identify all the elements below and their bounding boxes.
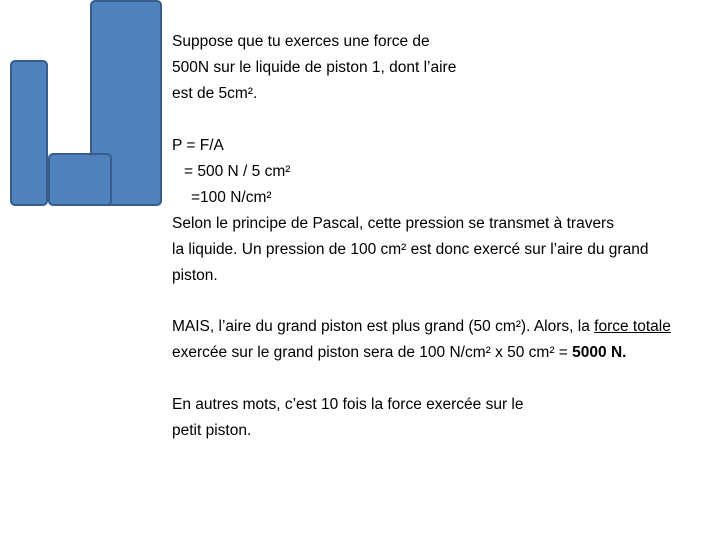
connecting-base [48,153,112,206]
small-piston-column [10,60,48,206]
pascal-line-3: piston. [172,267,218,284]
conclusion-line-2: petit piston. [172,422,252,439]
equation-block [172,133,648,289]
mais-line-1-text: MAIS, l’aire du grand piston est plus grand (50 cm²). Alors, la [172,318,595,335]
mais-line-2 [172,340,671,366]
intro-line-2: 500N sur le liquide de piston 1, dont l’aire [172,59,457,76]
intro-paragraph [172,29,456,107]
pascal-line-1: Selon le principe de Pascal, cette pression se transmet à travers [172,215,614,232]
result-5000n: 5000 N. [572,344,627,361]
equation-line-1: P = F/A [172,137,224,154]
mais-paragraph [172,314,671,366]
mais-line-2-text: exercée sur le grand piston sera de 100 N/cm² x 50 cm² = [172,344,573,361]
conclusion-line-1: En autres mots, c’est 10 fois la force exercée sur le [172,396,524,413]
equation-line-2: = 500 N / 5 cm² [184,163,291,180]
pascal-line-2: la liquide. Un pression de 100 cm² est donc exercé sur l’aire du grand [172,241,649,258]
mais-line-1 [172,314,671,340]
conclusion-paragraph [172,392,524,444]
equation-line-3: =100 N/cm² [191,189,272,206]
intro-line-3: est de 5cm². [172,85,258,102]
intro-line-1: Suppose que tu exerces une force de [172,33,430,50]
force-totale-underlined: force totale [594,318,671,335]
